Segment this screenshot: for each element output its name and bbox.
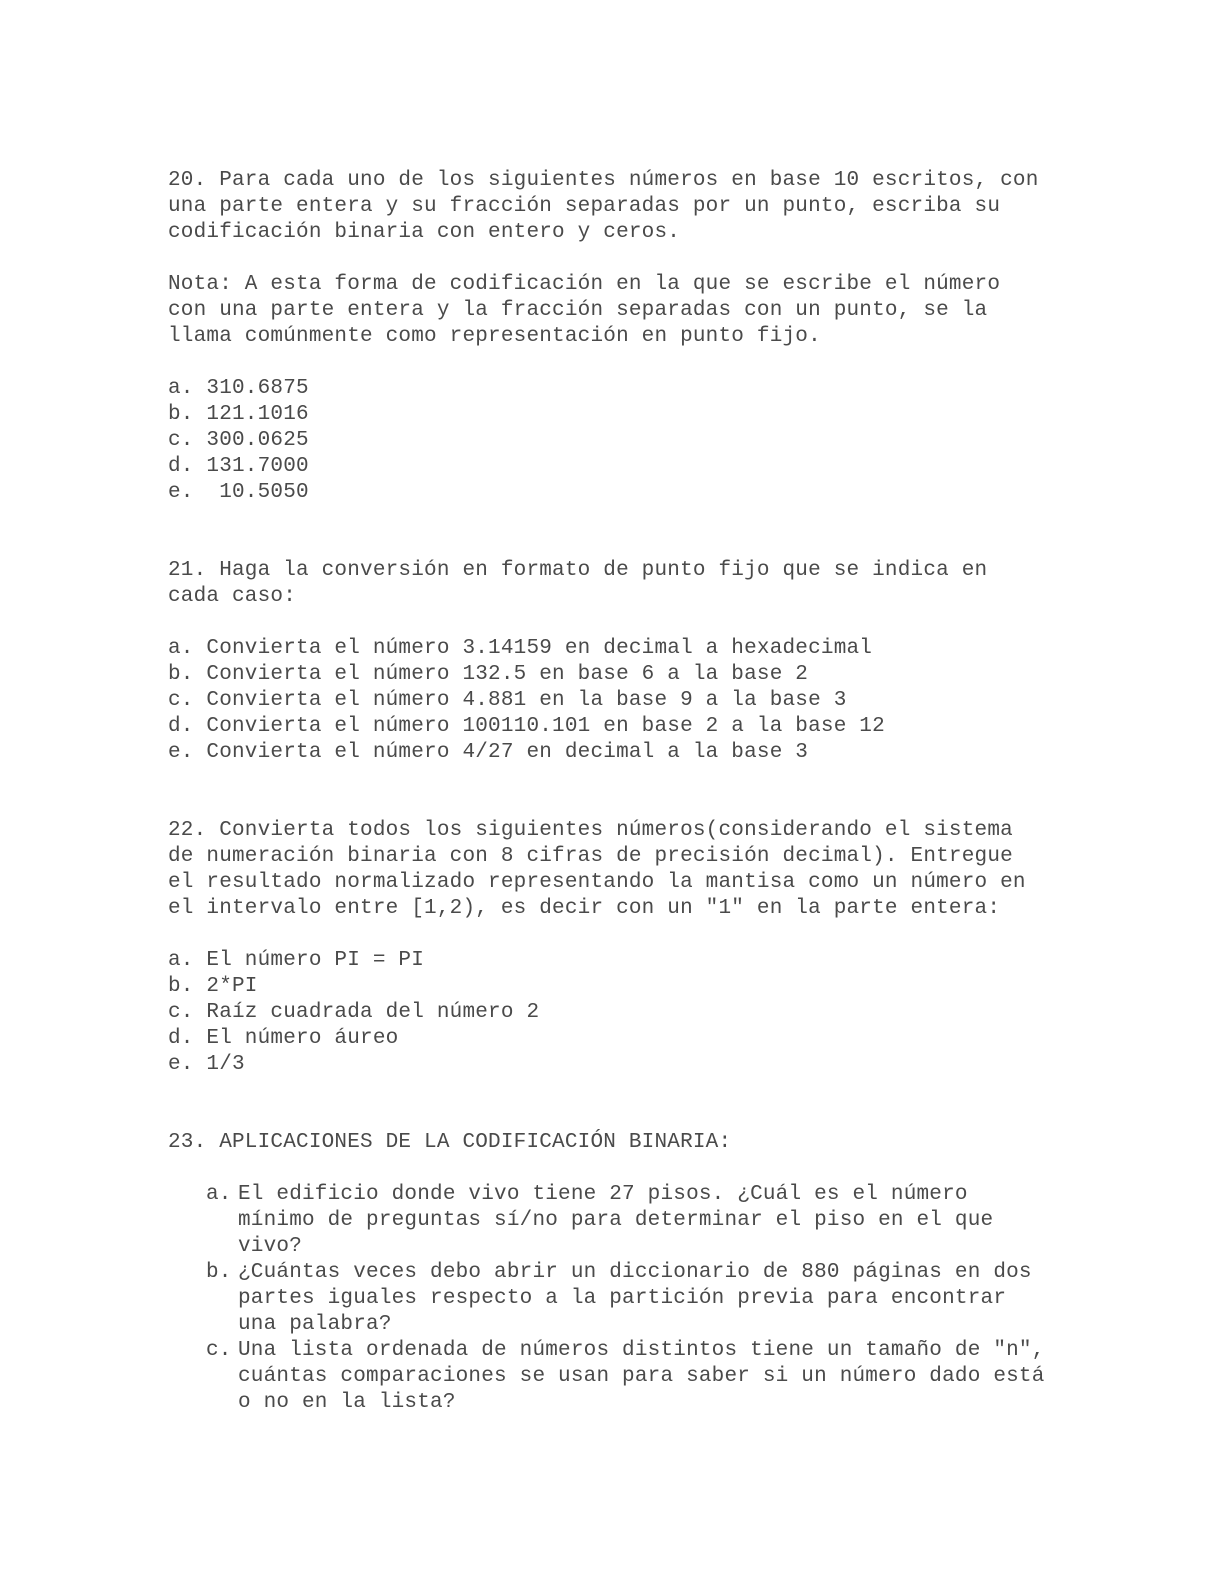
- list-item: [206, 1260, 1048, 1338]
- list-item: d. El número áureo: [168, 1027, 399, 1050]
- list-item: b. 121.1016: [168, 403, 309, 426]
- list-item: d. Convierta el número 100110.101 en base 2 a la base 12: [168, 715, 885, 738]
- list-item: b. Convierta el número 132.5 en base 6 a la base 2: [168, 663, 809, 686]
- question-23-heading: 23. APLICACIONES DE LA CODIFICACIÓN BINARIA:: [168, 1131, 732, 1154]
- list-item: [206, 1338, 1058, 1416]
- document-page: [168, 168, 1058, 1416]
- question-22-items: [168, 948, 1048, 1078]
- list-item-text: El edificio donde vivo tiene 27 pisos. ¿Cuál es el número mínimo de preguntas sí/no para determinar el piso en el que vivo?: [238, 1183, 1007, 1258]
- list-item: e. Convierta el número 4/27 en decimal a la base 3: [168, 741, 809, 764]
- list-marker: a.: [206, 1183, 232, 1206]
- list-item: a. Convierta el número 3.14159 en decimal a hexadecimal: [168, 637, 873, 660]
- question-21-items: [168, 636, 1048, 766]
- list-item: a. El número PI = PI: [168, 949, 425, 972]
- question-20-note: Nota: A esta forma de codificación en la que se escribe el número con una parte entera y la fracción separadas con un punto, se la llama comúnmente como representación en punto fijo.: [168, 273, 1013, 348]
- question-21-prompt: 21. Haga la conversión en formato de punto fijo que se indica en cada caso:: [168, 559, 1001, 608]
- list-item: [206, 1182, 1048, 1260]
- list-item: c. Convierta el número 4.881 en la base 9 a la base 3: [168, 689, 847, 712]
- question-20-prompt: 20. Para cada uno de los siguientes números en base 10 escritos, con una parte entera y su fracción separadas por un punto, escriba su codificación binaria con entero y ceros.: [168, 169, 1052, 244]
- question-22-prompt: 22. Convierta todos los siguientes números(considerando el sistema de numeración binaria con 8 cifras de precisión decimal). Entregue el resultado normalizado representando la mantisa como un número en el intervalo entre [1,2), es decir con un "1" en la parte entera:: [168, 819, 1039, 920]
- list-item: e. 10.5050: [168, 481, 309, 504]
- question-20-items: [168, 376, 1048, 506]
- list-item: d. 131.7000: [168, 455, 309, 478]
- list-item: c. Raíz cuadrada del número 2: [168, 1001, 540, 1024]
- question-23-items: [168, 1182, 1058, 1416]
- list-item: b. 2*PI: [168, 975, 258, 998]
- list-item-text: ¿Cuántas veces debo abrir un diccionario de 880 páginas en dos partes iguales respecto a la partición previa para encontrar una palabra?: [238, 1261, 1045, 1336]
- list-item: a. 310.6875: [168, 377, 309, 400]
- list-item: e. 1/3: [168, 1053, 245, 1076]
- list-marker: b.: [206, 1261, 232, 1284]
- list-item-text: Una lista ordenada de números distintos tiene un tamaño de "n", cuántas comparaciones se usan para saber si un número dado está o no en la lista?: [238, 1339, 1058, 1414]
- list-marker: c.: [206, 1339, 232, 1362]
- list-item: c. 300.0625: [168, 429, 309, 452]
